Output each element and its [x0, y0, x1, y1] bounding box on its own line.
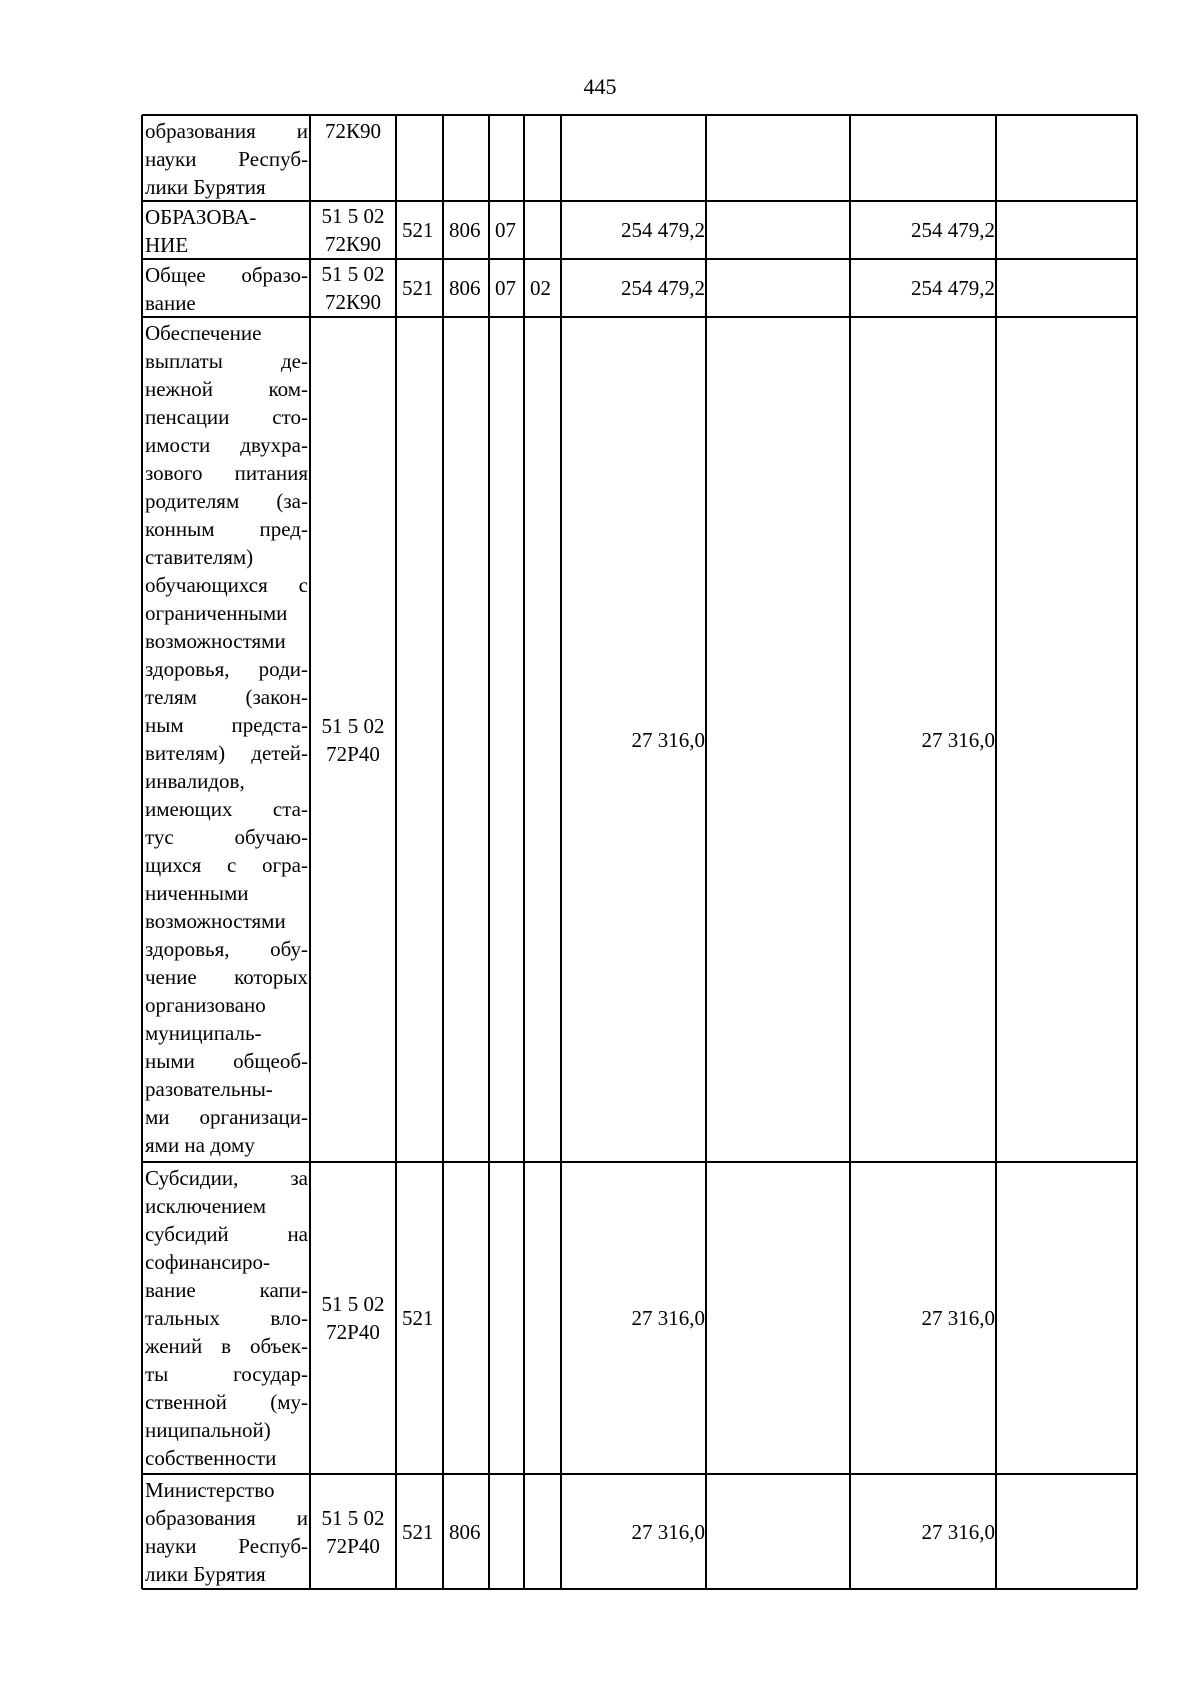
- expense-name-line: ми организаци-: [145, 1105, 308, 1129]
- expense-name-line: зового питания: [145, 461, 308, 485]
- subsection-code: [489, 1162, 524, 1474]
- section-code: 806: [449, 276, 481, 300]
- subsection-code: [489, 1474, 524, 1589]
- amount-cell-1: 27 316,0: [631, 1306, 705, 1330]
- grbs-code: 521: [402, 1519, 434, 1544]
- expense-name-line: софинансиро-: [145, 1250, 271, 1274]
- amount-cell-2: [706, 201, 850, 259]
- expense-name-line: ными общеоб-: [145, 1049, 308, 1073]
- amount-cell-4: [996, 317, 1137, 1162]
- table-vertical-rule: [560, 115, 562, 1589]
- table-horizontal-rule: [142, 1473, 1137, 1475]
- expense-name-line: разовательны-: [145, 1077, 273, 1101]
- expense-name-line: организовано: [145, 993, 266, 1017]
- expense-name-line: возможностями: [145, 629, 286, 653]
- expense-name-line: образования и: [145, 1506, 308, 1530]
- expense-name-line: вание: [145, 291, 196, 315]
- expense-name-line: Министерство: [145, 1478, 275, 1502]
- amount-cell-3: 27 316,0: [921, 727, 995, 752]
- table-vertical-rule: [1136, 115, 1138, 1589]
- expense-name-cell: [142, 1162, 310, 1474]
- target-article-line: 51 5 02: [321, 1505, 385, 1530]
- target-article-line: 51 5 02: [321, 262, 385, 286]
- vr-code: [524, 1162, 561, 1474]
- expense-name-line: ограниченными: [145, 601, 288, 625]
- target-article-cell: [310, 201, 396, 259]
- subsection-code: [489, 115, 524, 201]
- expense-name-cell: [142, 1474, 310, 1589]
- grbs-code: [396, 115, 443, 201]
- table-vertical-rule: [849, 115, 851, 1589]
- amount-cell-3: 27 316,0: [921, 1519, 995, 1544]
- expense-name-line: обучающихся с: [145, 573, 308, 597]
- expense-name-line: здоровья, роди-: [145, 657, 308, 681]
- vr-code: [524, 201, 561, 259]
- subsection-code: 07: [495, 218, 516, 242]
- amount-cell-1: 27 316,0: [631, 1519, 705, 1544]
- expense-name-line: телям (закон-: [145, 685, 308, 709]
- expense-name-line: ственной (му-: [145, 1390, 308, 1414]
- grbs-code: [396, 317, 443, 1162]
- expense-name-line: чение которых: [145, 965, 308, 989]
- expense-name-line: ОБРАЗОВА-: [145, 205, 257, 229]
- expense-name-line: Общее образо-: [145, 263, 308, 287]
- target-article-cell: [310, 1474, 396, 1589]
- amount-cell-2: [706, 1474, 850, 1589]
- expense-name-cell: [142, 115, 310, 201]
- target-article-line: 72Р40: [326, 1320, 380, 1344]
- expense-name-line: вание капи-: [145, 1278, 308, 1302]
- expense-name-line: тальных вло-: [145, 1306, 308, 1330]
- table-horizontal-rule: [142, 1161, 1137, 1163]
- expense-name-line: исключением: [145, 1194, 267, 1218]
- expense-name-line: субсидий на: [145, 1222, 308, 1246]
- expense-name-line: жений в объек-: [145, 1334, 308, 1358]
- amount-cell-4: [996, 1474, 1137, 1589]
- grbs-code: 521: [402, 1306, 434, 1330]
- target-article-line: 51 5 02: [321, 204, 385, 228]
- expense-name-line: лики Бурятия: [145, 1562, 266, 1586]
- grbs-code: 521: [402, 218, 434, 242]
- expense-name-line: возможностями: [145, 909, 286, 933]
- target-article-line: 72Р40: [326, 741, 380, 766]
- table-vertical-rule: [523, 115, 525, 1589]
- expense-name-cell: [142, 201, 310, 259]
- amount-cell-3: 27 316,0: [921, 1306, 995, 1330]
- expense-name-cell: [142, 317, 310, 1162]
- table-horizontal-rule: [142, 1588, 1137, 1590]
- amount-cell-3: 254 479,2: [911, 276, 995, 300]
- amount-cell-2: [706, 1162, 850, 1474]
- amount-cell-1: [561, 115, 706, 201]
- table-horizontal-rule: [142, 114, 1137, 116]
- target-article-cell: [310, 317, 396, 1162]
- expense-name-line: ниченными: [145, 881, 249, 905]
- vr-code: [524, 115, 561, 201]
- table-vertical-rule: [995, 115, 997, 1589]
- expense-name-line: нежной ком-: [145, 377, 308, 401]
- subsection-code: [489, 317, 524, 1162]
- amount-cell-1: 27 316,0: [631, 727, 705, 752]
- amount-cell-2: [706, 115, 850, 201]
- section-code: [443, 1162, 489, 1474]
- target-article-cell: [310, 1162, 396, 1474]
- amount-cell-4: [996, 259, 1137, 317]
- target-article-line: 72К90: [324, 232, 381, 256]
- table-vertical-rule: [705, 115, 707, 1589]
- expense-name-line: щихся с огра-: [145, 853, 308, 877]
- expense-name-line: тус обучаю-: [145, 825, 308, 849]
- expense-name-line: имости двухра-: [145, 433, 308, 457]
- expense-name-line: ставителям): [145, 545, 254, 569]
- expense-name-line: НИЕ: [145, 233, 189, 257]
- vr-code: [524, 1474, 561, 1589]
- expense-name-line: собственности: [145, 1446, 277, 1470]
- target-article-line: 72К90: [324, 119, 381, 143]
- section-code: [443, 115, 489, 201]
- section-code: 806: [449, 218, 481, 242]
- amount-cell-4: [996, 201, 1137, 259]
- table-vertical-rule: [309, 115, 311, 1589]
- expense-name-line: муниципаль-: [145, 1021, 262, 1045]
- amount-cell-3: [850, 115, 996, 201]
- table-vertical-rule: [488, 115, 490, 1589]
- page-number: 445: [583, 74, 617, 99]
- target-article-line: 51 5 02: [321, 713, 385, 738]
- target-article-cell: [310, 259, 396, 317]
- grbs-code: 521: [402, 276, 434, 300]
- table-horizontal-rule: [142, 316, 1137, 318]
- amount-cell-1: 254 479,2: [621, 276, 705, 300]
- expense-name-line: ным предста-: [145, 713, 308, 737]
- target-article-cell: [310, 115, 396, 201]
- expense-name-line: науки Респуб-: [145, 147, 308, 171]
- expense-name-line: образования и: [145, 119, 308, 143]
- target-article-line: 51 5 02: [321, 1292, 385, 1316]
- expense-name-line: лики Бурятия: [145, 175, 266, 199]
- amount-cell-4: [996, 1162, 1137, 1474]
- expense-name-cell: [142, 259, 310, 317]
- expense-name-line: ты государ-: [145, 1362, 308, 1386]
- table-horizontal-rule: [142, 200, 1137, 202]
- expense-name-line: Обеспечение: [145, 321, 262, 345]
- expense-name-line: Субсидии, за: [145, 1166, 308, 1190]
- amount-cell-2: [706, 259, 850, 317]
- table-vertical-rule: [395, 115, 397, 1589]
- amount-cell-4: [996, 115, 1137, 201]
- table-horizontal-rule: [142, 258, 1137, 260]
- target-article-line: 72Р40: [326, 1533, 380, 1558]
- expense-name-line: науки Респуб-: [145, 1534, 308, 1558]
- section-code: 806: [449, 1519, 481, 1544]
- vr-code: 02: [530, 276, 551, 300]
- section-code: [443, 317, 489, 1162]
- subsection-code: 07: [495, 276, 516, 300]
- expense-name-line: конным пред-: [145, 517, 308, 541]
- expense-name-line: вителям) детей-: [145, 741, 308, 765]
- table-vertical-rule: [141, 115, 143, 1589]
- expense-name-line: выплаты де-: [145, 349, 308, 373]
- amount-cell-1: 254 479,2: [621, 218, 705, 242]
- expense-name-line: имеющих ста-: [145, 797, 308, 821]
- table-vertical-rule: [442, 115, 444, 1589]
- expense-name-line: родителям (за-: [145, 489, 308, 513]
- amount-cell-2: [706, 317, 850, 1162]
- expense-name-line: ями на дому: [145, 1133, 255, 1157]
- expense-name-line: пенсации сто-: [145, 405, 308, 429]
- expense-name-line: здоровья, обу-: [145, 937, 308, 961]
- target-article-line: 72К90: [324, 290, 381, 314]
- vr-code: [524, 317, 561, 1162]
- expense-name-line: ниципальной): [145, 1418, 271, 1442]
- expense-name-line: инвалидов,: [145, 769, 245, 793]
- amount-cell-3: 254 479,2: [911, 218, 995, 242]
